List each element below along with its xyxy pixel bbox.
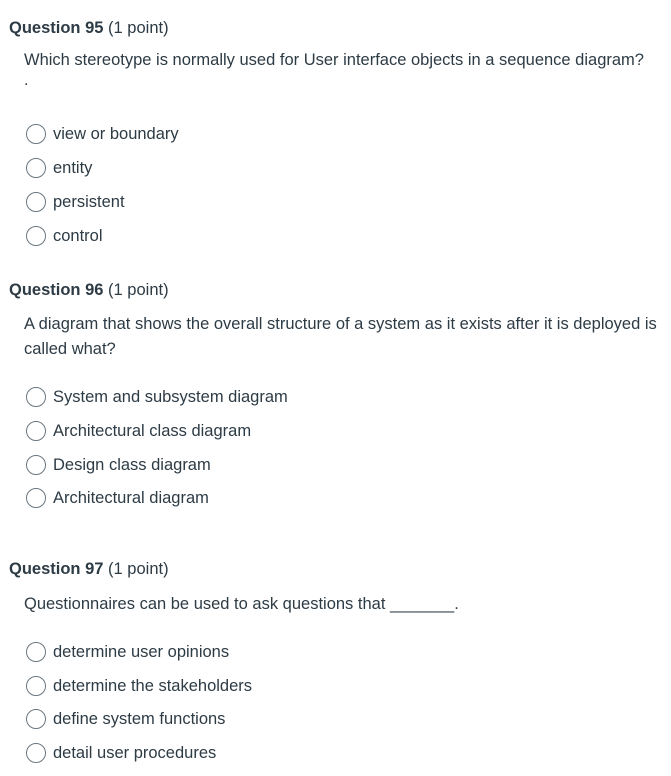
question-header: [9, 18, 169, 38]
radio-button[interactable]: [26, 455, 46, 475]
answer-option[interactable]: [26, 453, 211, 477]
question-header: [9, 280, 169, 300]
answer-option[interactable]: [26, 419, 251, 443]
radio-button[interactable]: [26, 124, 46, 144]
question-points: (1 point): [108, 19, 169, 37]
radio-button[interactable]: [26, 743, 46, 763]
radio-button[interactable]: [26, 421, 46, 441]
radio-button[interactable]: [26, 488, 46, 508]
question-header: [9, 559, 169, 579]
question-text: Which stereotype is normally used for User interface objects in a sequence diagram?: [24, 51, 644, 69]
answer-option[interactable]: [26, 224, 103, 248]
answer-option[interactable]: [26, 741, 216, 765]
question-trailing-mark: .: [24, 72, 29, 89]
answer-option-label: System and subsystem diagram: [53, 388, 288, 406]
radio-button[interactable]: [26, 676, 46, 696]
answer-option[interactable]: [26, 385, 288, 409]
question-number: Question 96: [9, 281, 104, 299]
answer-option-label: determine user opinions: [53, 643, 230, 661]
question-number: Question 95: [9, 19, 104, 37]
answer-option-label: Architectural diagram: [53, 489, 209, 507]
question-points: (1 point): [108, 560, 169, 578]
answer-option-label: Design class diagram: [53, 456, 211, 474]
answer-option[interactable]: [26, 486, 209, 510]
answer-option-label: Architectural class diagram: [53, 422, 252, 440]
radio-button[interactable]: [26, 192, 46, 212]
answer-option[interactable]: [26, 707, 225, 731]
answer-option-label: define system functions: [53, 710, 226, 728]
answer-option-label: entity: [53, 159, 93, 177]
answer-option[interactable]: [26, 674, 252, 698]
question-points: (1 point): [108, 281, 169, 299]
radio-button[interactable]: [26, 226, 46, 246]
radio-button[interactable]: [26, 158, 46, 178]
answer-option[interactable]: [26, 190, 125, 214]
radio-button[interactable]: [26, 642, 46, 662]
answer-option-label: control: [53, 227, 103, 245]
answer-option[interactable]: [26, 640, 229, 664]
answer-option-label: determine the stakeholders: [53, 677, 253, 695]
answer-option[interactable]: [26, 156, 92, 180]
question-text: A diagram that shows the overall structure of a system as it exists after it is deployed is called what?: [24, 315, 657, 358]
question-text: Questionnaires can be used to ask questions that _______.: [24, 595, 459, 613]
radio-button[interactable]: [26, 709, 46, 729]
answer-option-label: detail user procedures: [53, 744, 217, 762]
answer-option-label: view or boundary: [53, 125, 179, 143]
radio-button[interactable]: [26, 387, 46, 407]
answer-option[interactable]: [26, 122, 179, 146]
answer-option-label: persistent: [53, 193, 125, 211]
question-number: Question 97: [9, 560, 104, 578]
